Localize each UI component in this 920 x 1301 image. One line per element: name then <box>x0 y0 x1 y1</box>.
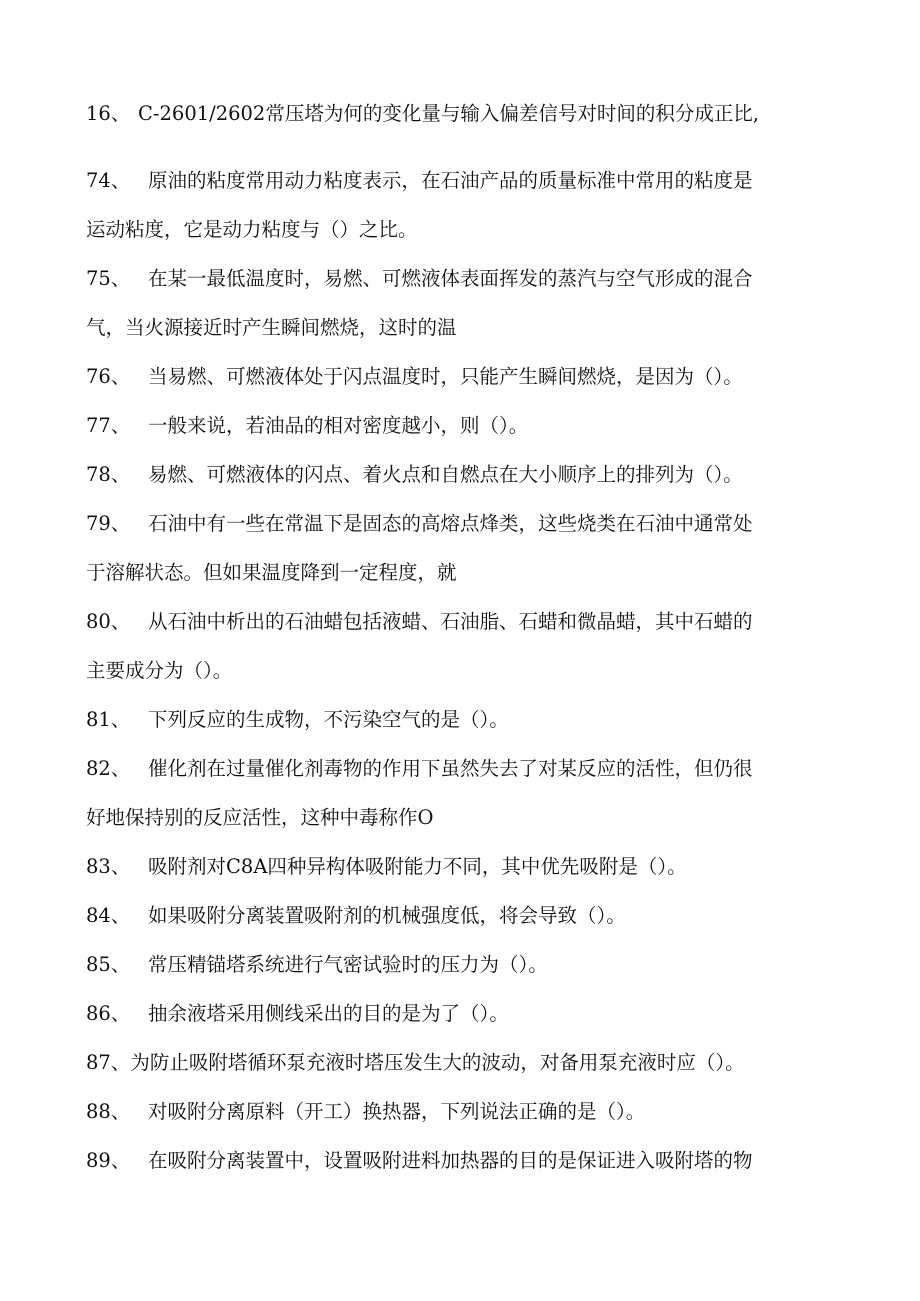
question-line <box>86 1038 836 1087</box>
question-text: 对吸附分离原料（开工）换热器，下列说法正确的是（）。 <box>148 1100 646 1123</box>
question-text: 抽余液塔采用侧线采出的目的是为了（）。 <box>148 1002 509 1025</box>
question-text: 一般来说，若油品的相对密度越小，则（）。 <box>148 414 529 437</box>
question-line <box>86 989 836 1038</box>
question-text: 气，当火源接近时产生瞬间燃烧，这时的温 <box>86 316 457 339</box>
question-80 <box>86 597 836 695</box>
question-line <box>86 940 836 989</box>
question-line <box>86 303 836 352</box>
question-81 <box>86 695 836 744</box>
question-number: 86、 <box>86 1002 131 1025</box>
question-85 <box>86 940 836 989</box>
question-text: C-2601/2602常压塔为何的变化量与输入偏差信号对时间的积分成正比, <box>138 102 760 125</box>
question-text: 石油中有一些在常温下是固态的高熔点烽类，这些烧类在石油中通常处 <box>148 512 753 535</box>
question-79 <box>86 499 836 597</box>
question-text: 于溶解状态。但如果温度降到一定程度，就 <box>86 561 457 584</box>
question-number: 78、 <box>86 463 131 486</box>
question-number: 79、 <box>86 512 131 535</box>
question-number: 77、 <box>86 414 131 437</box>
question-line <box>86 352 836 401</box>
question-line <box>86 646 836 695</box>
question-number: 74、 <box>86 169 131 192</box>
question-line <box>86 1136 836 1185</box>
question-text: 主要成分为（）。 <box>86 659 233 682</box>
question-line <box>86 1087 836 1136</box>
question-text: 从石油中析出的石油蜡包括液蜡、石油脂、石蜡和微晶蜡，其中石蜡的 <box>148 610 753 633</box>
question-number: 84、 <box>86 904 131 927</box>
question-number: 88、 <box>86 1100 131 1123</box>
question-text: 如果吸附分离装置吸附剂的机械强度低，将会导致（）。 <box>148 904 626 927</box>
question-line <box>86 891 836 940</box>
question-number: 87、 <box>86 1051 131 1074</box>
question-text: 常压精锚塔系统进行气密试验时的压力为（）。 <box>148 953 548 976</box>
question-line <box>86 793 836 842</box>
question-87 <box>86 1038 836 1087</box>
question-line <box>86 842 836 891</box>
question-text: 催化剂在过量催化剂毒物的作用下虽然失去了对某反应的活性，但仍很 <box>148 757 753 780</box>
question-number: 76、 <box>86 365 131 388</box>
question-line <box>86 548 836 597</box>
question-text: 原油的粘度常用动力粘度表示，在石油产品的质量标准中常用的粘度是 <box>148 169 753 192</box>
question-84 <box>86 891 836 940</box>
question-number: 75、 <box>86 267 131 290</box>
question-line <box>86 695 836 744</box>
question-text: 吸附剂对C8A四种异构体吸附能力不同，其中优先吸附是（）。 <box>148 855 687 878</box>
question-text: 下列反应的生成物，不污染空气的是（）。 <box>148 708 509 731</box>
question-text: 好地保持别的反应活性，这种中毒称作O <box>86 806 434 829</box>
question-number: 81、 <box>86 708 131 731</box>
question-88 <box>86 1087 836 1136</box>
question-75 <box>86 254 836 352</box>
question-number: 16、 <box>86 102 131 125</box>
question-line <box>86 597 836 646</box>
question-line <box>86 499 836 548</box>
question-89 <box>86 1136 836 1185</box>
question-83 <box>86 842 836 891</box>
question-text: 当易燃、可燃液体处于闪点温度时，只能产生瞬间燃烧，是因为（）。 <box>148 365 743 388</box>
question-16 <box>86 89 836 138</box>
question-text: 易燃、可燃液体的闪点、着火点和自燃点在大小顺序上的排列为（）。 <box>148 463 743 486</box>
question-text: 在某一最低温度时，易燃、可燃液体表面挥发的蒸汽与空气形成的混合 <box>148 267 753 290</box>
question-86 <box>86 989 836 1038</box>
question-number: 83、 <box>86 855 131 878</box>
question-line <box>86 401 836 450</box>
question-line <box>86 89 836 138</box>
question-text: 运动粘度，它是动力粘度与（）之比。 <box>86 218 418 241</box>
question-line <box>86 156 836 205</box>
question-number: 85、 <box>86 953 131 976</box>
question-82 <box>86 744 836 842</box>
question-text: 为防止吸附塔循环泵充液时塔压发生大的波动，对备用泵充液时应（）。 <box>130 1051 745 1074</box>
question-line <box>86 744 836 793</box>
question-text: 在吸附分离装置中，设置吸附进料加热器的目的是保证进入吸附塔的物 <box>148 1149 753 1172</box>
question-78 <box>86 450 836 499</box>
question-76 <box>86 352 836 401</box>
question-number: 80、 <box>86 610 131 633</box>
question-77 <box>86 401 836 450</box>
question-number: 82、 <box>86 757 131 780</box>
question-number: 89、 <box>86 1149 131 1172</box>
question-line <box>86 254 836 303</box>
question-line <box>86 205 836 254</box>
question-line <box>86 450 836 499</box>
question-74 <box>86 156 836 254</box>
